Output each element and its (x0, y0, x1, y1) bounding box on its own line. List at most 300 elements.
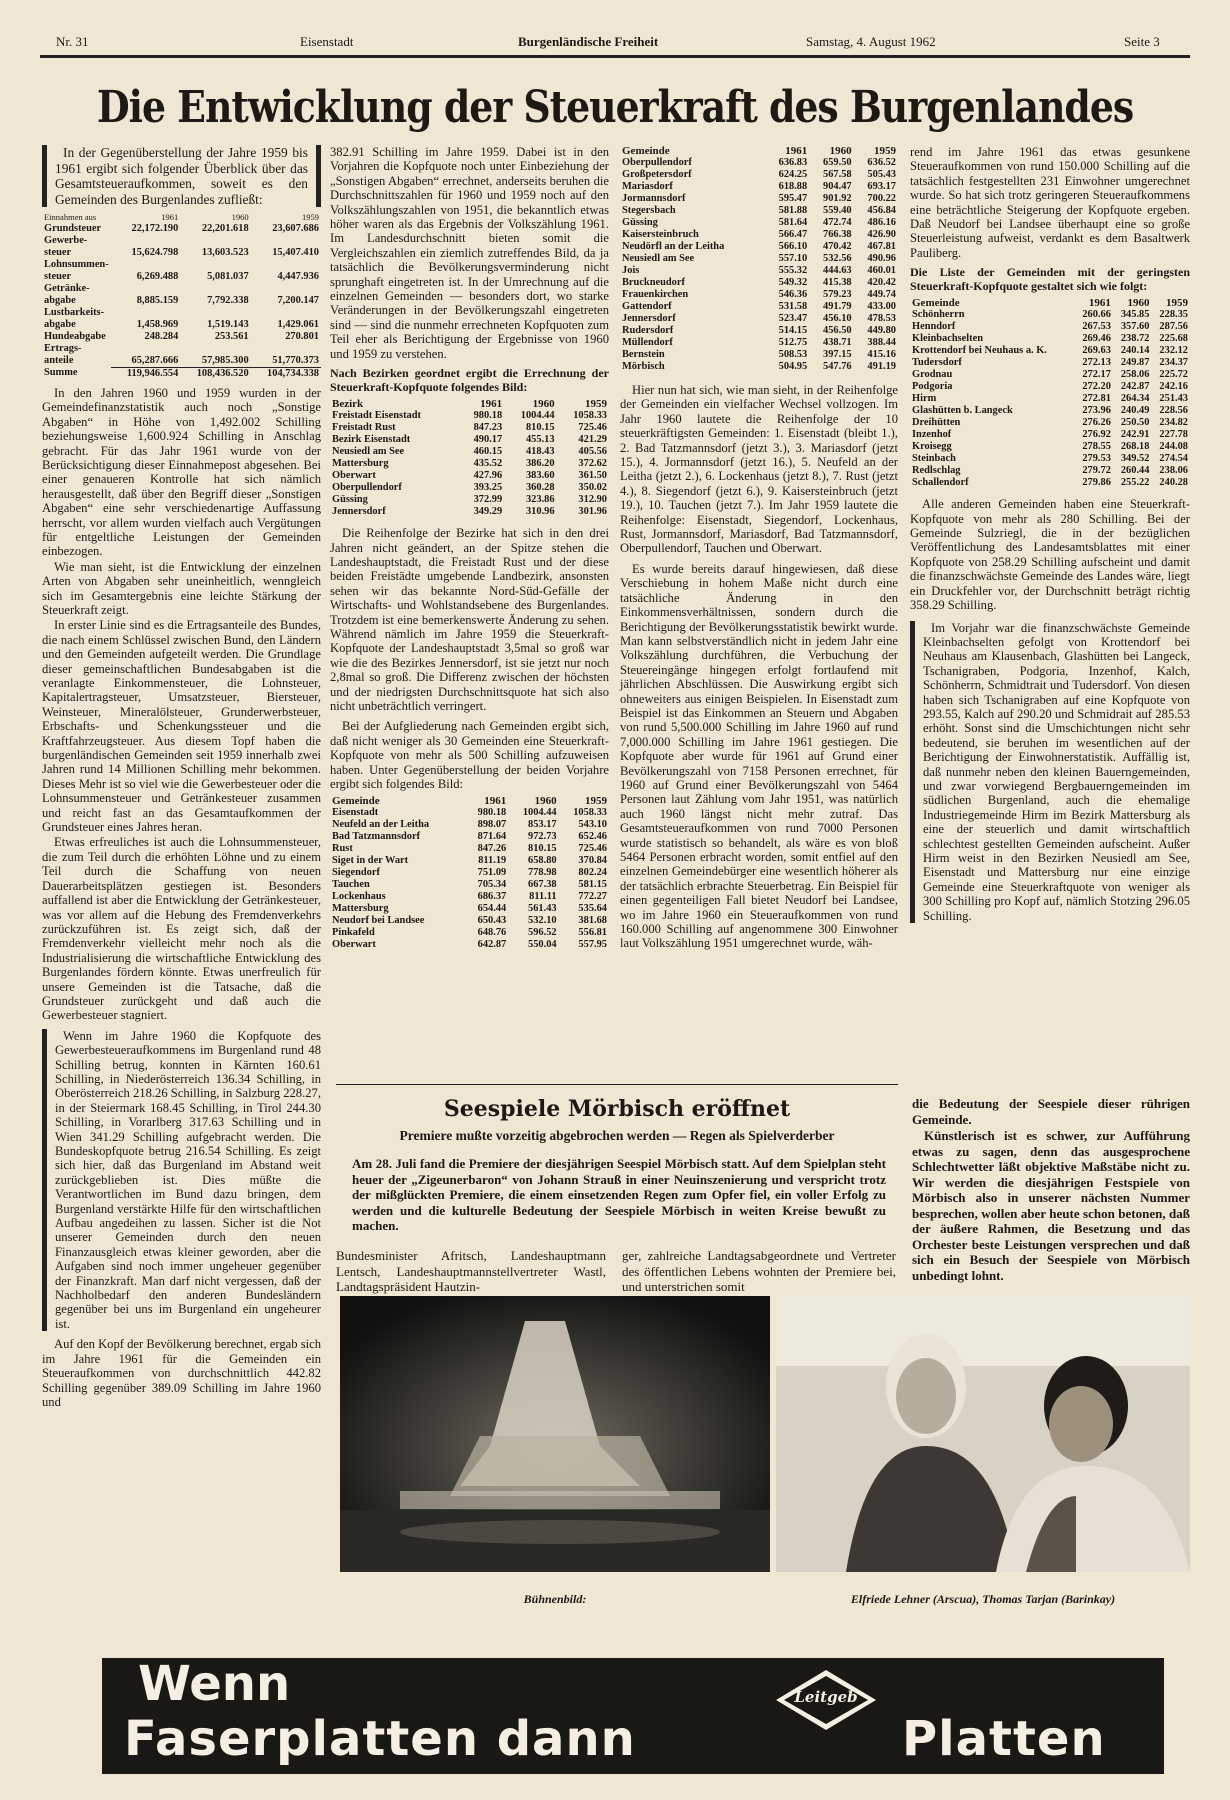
row-value: 555.32 (778, 265, 808, 276)
table-row (620, 349, 898, 361)
table-header: Einnahmen aus (44, 212, 97, 223)
row-value: 225.72 (1159, 369, 1188, 381)
issue-number: Nr. 31 (56, 34, 89, 49)
row-value: 312.90 (578, 494, 607, 506)
row-value: 323.86 (525, 494, 555, 506)
row-value: 853.17 (528, 819, 557, 831)
row-value: 1004.44 (522, 807, 557, 819)
row-value: 550.04 (528, 939, 557, 951)
row-value: 238.06 (1159, 465, 1188, 477)
table-row (620, 229, 898, 241)
table-row (910, 405, 1190, 417)
row-value: 278.55 (1082, 441, 1111, 453)
table-row (330, 843, 609, 855)
row-label: Bruckneudorf (622, 277, 685, 288)
row-value: 512.75 (778, 337, 808, 348)
row-value: 388.44 (867, 337, 896, 348)
article2-right (912, 1096, 1190, 1284)
row-label: Oberpullendorf (622, 157, 692, 168)
row-value: 242.91 (1120, 429, 1150, 441)
table-row (620, 205, 898, 217)
row-value: 274.54 (1159, 453, 1188, 465)
row-label: Kroisegg (912, 441, 952, 453)
row-value: 561.43 (528, 903, 557, 915)
row-label: Jois (622, 265, 640, 276)
row-value: 642.87 (477, 939, 507, 951)
row-value: 415.38 (823, 277, 852, 288)
row-label: Kaisersteinbruch (622, 229, 699, 240)
row-label: Mattersburg (332, 903, 389, 915)
row-value: 240.14 (1120, 345, 1150, 357)
revenue-table (42, 211, 321, 380)
row-value: 276.26 (1082, 417, 1111, 429)
issue-date: Samstag, 4. August 1962 (806, 34, 936, 49)
row-label: Grodnau (912, 369, 953, 381)
row-label: Dreihütten (912, 417, 961, 429)
row-label: Neusiedl am See (332, 446, 405, 458)
row-value: 980.18 (477, 807, 507, 819)
row-value: 456.10 (823, 313, 852, 324)
row-value: 456.50 (823, 325, 852, 336)
table-row (330, 434, 609, 446)
row-label: Siget in der Wart (332, 855, 409, 867)
row-value: 648.76 (477, 927, 507, 939)
table-row (330, 482, 609, 494)
table-caption: Nach Bezirken geordnet ergibt die Errechnung der Steuerkraft-Kopfquote folgendes Bild: (330, 366, 609, 394)
row-value: 228.56 (1159, 405, 1188, 417)
row-label: Stegersbach (622, 205, 676, 216)
row-value: 272.13 (1082, 357, 1111, 369)
row-value: 361.50 (578, 470, 607, 482)
row-value: 700.22 (867, 193, 896, 204)
intro-paragraph: In der Gegenüberstellung der Jahre 1959 bis 1961 ergibt sich folgender Überblick über das Gesamtsteueraufkommen, soweit es den Gemeinden des Burgenlandes zufließt: (42, 145, 321, 207)
table-header: Bezirk (332, 398, 364, 411)
table-row (910, 369, 1190, 381)
table-row (910, 477, 1190, 489)
paragraph: Im Vorjahr war die finanzschwächste Gemeinde Kleinbachselten gefolgt von Krottendorf bei Neuhaus am Klausenbach, Glashütten bei Langeck, Tschanigraben, Podgoria, Inzenhof, Kalch, Schönherrn, Schmidtrait und Tudersdorf. Von diesen haben sich Tschanigraben auf eine Kopfquote von 293.55, Kalch auf 290.20 und Schmidrait auf 285.53 erhöht. Sonst sind die Umschichtungen nicht sehr bedeutend, sie beruhen im wesentlichen auf der Berichtigung der Einwohnerstatistik. Auffällig ist, daß nunmehr neben den kleinen Bauerngemeinden, und zwar vorwiegend Bergbauerngemeinden im südlichen Burgenland, auch die ehemalige Industriegemeinde Hirm im Bezirk Mattersburg als eine der steuerlich und damit wirtschaftlich schlechtest gestellten Gemeinden aufscheint. Außer Hirm weist in den Bezirken Neusiedl am See, Eisenstadt und Mattersburg nur eine einzige Gemeinde eine Steuerkraftquote von weniger als 300 Schilling pro Kopf auf, nämlich Stotzing 296.05 Schilling. (910, 621, 1190, 924)
paragraph: Wenn im Jahre 1960 die Kopfquote des Gewerbesteueraufkommens im Burgenland rund 48 Schilling betrug, konnten in Kärnten 160.61 Schilling, in Niederösterreich 136.34 Schilling, in Oberösterreich 218.26 Schilling, in Salzburg 228.27, in der Steiermark 168.45 Schilling, in Tirol 244.30 Schilling, in Vorarlberg 317.63 Schilling und in Wien 341.29 Schilling aufgebracht werden. Die Bundeskopfquote betrug 216.54 Schilling. Es zeigt sich hier, daß das Burgenland im Abstand weit zurückgeblieben ist. Dies müßte die Verantwortlichen im Bund dazu bringen, dem Burgenland verstärkte Hilfe für den wirtschaftlichen Aufbau angedeihen zu lassen. Sicher ist die Not unserer Gemeinden durch den neuen Finanzausgleich etwas kleiner geworden, aber die Aufgaben sind noch immer ungeheuer gegenüber der Finanzkraft. Man darf nicht vergessen, daß der Nachholbedarf den anderen Bundesländern gegenüber bei uns im Burgenland ein ungeheurer ist. (42, 1029, 321, 1332)
table-row (330, 879, 609, 891)
row-value: 490.96 (867, 253, 896, 264)
row-value: 240.49 (1120, 405, 1150, 417)
paragraph: In erster Linie sind es die Ertragsanteile des Bundes, die nach einem Schlüssel zwischen Bund, den Ländern und den Gemeinden aufgeteilt werden. Die Grundlage dieser gemeinschaftlichen Bundesabgaben ist die veranlagte Einkommensteuer, die Lohnsteuer, Kapitalertragsteuer, Umsatzsteuer, Biersteuer, Weinsteuer, Mineralölsteuer, Grunderwerbsteuer, Erbschafts- und Schenkungssteuer und die Kraftfahrzeugsteuer. Aus diesem Topf haben die burgenländischen Gemeinden seit 1959 innerhalb zwei Jahren rund 14 Millionen Schilling mehr bekommen. Dieses Mehr ist so viel wie die Gewerbesteuer oder die Lohnsummensteuer und Getränkesteuer zusammen und reicht fast an das Gesamtaufkommen der Grundsteuer eines Jahres heran. (42, 618, 321, 835)
article2-title: Seespiele Mörbisch eröffnet (443, 1096, 791, 1122)
row-value: 486.16 (867, 217, 896, 228)
table-row (330, 855, 609, 867)
row-value: 901.92 (823, 193, 852, 204)
row-value: 272.81 (1082, 393, 1111, 405)
row-label: Kleinbachselten (912, 333, 984, 345)
table-row (620, 241, 898, 253)
actors-photo-image (776, 1296, 1190, 1572)
row-value: 449.74 (867, 289, 896, 300)
row-value: 559.40 (823, 205, 852, 216)
table-row (620, 289, 898, 301)
row-value: 523.47 (778, 313, 808, 324)
row-value: 778.98 (528, 867, 557, 879)
row-value: 871.64 (477, 831, 507, 843)
row-value: 557.95 (578, 939, 607, 951)
table-row (330, 506, 609, 518)
row-value: 460.15 (473, 446, 503, 458)
row-value: 255.22 (1120, 477, 1150, 489)
row-value: 435.52 (473, 458, 503, 470)
row-value: 508.53 (778, 349, 808, 360)
row-value: 242.87 (1120, 381, 1150, 393)
table-row: Gewerbe-steuer 15,624.798 13,603.523 15,407.410 (44, 235, 319, 259)
row-value: 535.64 (578, 903, 607, 915)
district-table: Bezirk 1961 1960 1959 Freistadt Eisenstadt 980.18 1004.44 1058.33 Freistadt Rust 847.23 810.15 725.46 Bezirk Eisenstadt 490.17 455.13 421.29 Neusiedl am See 460.15 418.43 405.56 Mattersburg 435.52 386.20 372.62 Oberwart 427.96 383.60 361.50 Oberpullendorf 393.25 360.28 350.02 Güssing 372.99 323.86 312.90 Jennersdorf 349.29 310.96 301.96 (332, 398, 607, 518)
row-label: Lockenhaus (332, 891, 386, 903)
row-value: 624.25 (778, 169, 808, 180)
row-value: 420.42 (867, 277, 896, 288)
row-label: Großpetersdorf (622, 169, 692, 180)
table-row (910, 417, 1190, 429)
column-3 (620, 145, 898, 952)
paragraph: Bei der Aufgliederung nach Gemeinden ergibt sich, daß nicht weniger als 30 Gemeinden eine Steuerkraft-Kopfquote von mehr als 500 Schilling aufzuweisen haben. Unter Gegenüberstellung der beiden Vorjahre ergibt sich folgendes Bild: (330, 719, 609, 791)
row-value: 556.81 (578, 927, 607, 939)
row-label: Bad Tatzmannsdorf (332, 831, 421, 843)
row-value: 566.47 (778, 229, 808, 240)
row-value: 772.27 (578, 891, 607, 903)
place: Eisenstadt (300, 34, 354, 49)
caption-stage: Bühnenbild: (523, 1592, 587, 1606)
article-divider (336, 1084, 898, 1085)
row-value: 249.87 (1120, 357, 1150, 369)
row-value: 980.18 (473, 410, 503, 422)
row-label: Podgoria (912, 381, 953, 393)
paragraph: Es wurde bereits darauf hingewiesen, daß diese Verschiebung in hohem Maße nicht durch eine tatsächliche Änderung in den Einkommensverhältnissen, sondern durch die Berichtigung der Bevölkerungsstatistik bewirkt wurde. Man kann selbstverständlich nicht in jedem Jahr eine Volkszählung durchführen, die Verbuchung der Steuereingänge hingegen erfolgt fortlaufend mit jährlichen Abschlüssen. Die Auswirkung ergibt sich ohneweiters aus einigen Beispielen. In Eisenstadt zum Beispiel ist das Einkommen an Steuern und Abgaben von rund 5,500.000 Schilling im Jahre 1960 auf rund 7,000.000 Schilling im Jahre 1961 gestiegen. Die Kopfquote aber wurde für 1961 auf Grund einer Bevölkerungszahl von 7158 Personen errechnet, für 1960 auf Grund einer Bevölkerungszahl von 5464 Personen laut Zählung vom Jahr 1951, was natürlich auch 1960 längst nicht mehr zutraf. Das Gesamtsteueraufkommen von rund 7000 Personen wurde statistisch so behandelt, als wäre es von bloß 5464 Personen erbracht worden, somit entfiel auf den einzelnen Gemeindebürger eine wesentlich höherer als der tatsächlich erbrachte Steuerbetrag. Ein Beispiel für einen gegenteiligen Fall bietet Neudorf bei Landsee, wo im Jahre 1960 ein Steueraufkommen von rund 160.000 Schilling auf angenommene 300 Einwohner laut Volkszählung 1951 umgerechnet wurde, wäh- (620, 561, 898, 951)
row-label: Frauenkirchen (622, 289, 689, 300)
row-value: 904.47 (823, 181, 852, 192)
row-value: 381.68 (578, 915, 607, 927)
paragraph: In den Jahren 1960 und 1959 wurden in der Gemeindefinanzstatistik auch noch „Sonstige Abgaben“ in Höhe von 1,492.002 Schilling beziehungsweise 1,600.924 Schilling in Anschlag gebracht. Für das Jahr 1961 wurde von der Berücksichtigung dieser Einnahmepost abgesehen. Bei einer genaueren Kontrolle hat sich nämlich herausgestellt, daß über den Begriff dieser „Sonstigen Abgaben“ eine sehr verschiedenartige Auffassung herrscht, vor allem wurden vielfach auch Vergütungen für entgeltliche Leistungen der Gemeinden einbezogen. (42, 385, 321, 559)
row-label: Siegendorf (332, 867, 380, 879)
row-label: Redlschlag (912, 465, 961, 477)
row-value: 478.53 (867, 313, 896, 324)
page-number: Seite 3 (1124, 34, 1160, 49)
row-label: Neudorf bei Landsee (332, 915, 425, 927)
table-row (330, 446, 609, 458)
row-value: 444.63 (823, 265, 852, 276)
table-row (330, 470, 609, 482)
table-row (620, 181, 898, 193)
row-value: 595.47 (778, 193, 808, 204)
row-value: 581.88 (778, 205, 808, 216)
row-label: Bernstein (622, 349, 665, 360)
table-row (330, 458, 609, 470)
table-header: Gemeinde (622, 145, 670, 157)
paragraph: 382.91 Schilling im Jahre 1959. Dabei ist in den Vorjahren die Kopfquote noch unter Einbeziehung der „Sonstigen Abgaben“ errechnet, anderseits beruhen die Durchschnittszahlen für 1960 und 1959 noch auf den Volkszählungszahlen von 1951, die bekanntlich etwas höher waren als das Ergebnis der Volkszählung 1961. Im Landesdurchschnitt bieten somit die Vergleichszahlen ein ziemlich zutreffendes Bild, da ja tatsächlich die Bevölkerungsverminderung nicht sprunghaft eingetreten ist. In der Umrechnung auf die einzelnen Gemeinden — besonders dort, wo starke Veränderungen in der Bevölkerungszahl eingetreten sind — sind die nunmehr errechneten Kopfquoten zum Teil eher als Berichtigung der Ergebnisse von 1960 und 1959 zu verstehen. (330, 145, 609, 361)
ad-line-3: Platten (902, 1711, 1106, 1767)
row-value: 287.56 (1159, 321, 1188, 333)
row-value: 345.85 (1120, 309, 1150, 321)
paragraph: Wie man sieht, ist die Entwicklung der einzelnen Arten von Abgaben sehr uneinheitlich, wenngleich sich im Gesamtergebnis eine leichte Stärkung der Steuerkraft zeigt. (42, 559, 321, 617)
row-value: 549.32 (778, 277, 808, 288)
row-value: 279.86 (1082, 477, 1111, 489)
table-row (620, 325, 898, 337)
row-value: 636.52 (867, 157, 896, 168)
row-value: 581.15 (578, 879, 607, 891)
row-value: 310.96 (525, 506, 555, 518)
row-value: 386.20 (525, 458, 555, 470)
advertisement (102, 1658, 1164, 1774)
row-value: 279.72 (1082, 465, 1111, 477)
table-row (620, 361, 898, 373)
row-value: 531.58 (778, 301, 808, 312)
row-value: 268.18 (1120, 441, 1150, 453)
row-value: 467.81 (867, 241, 896, 252)
table-row (330, 867, 609, 879)
row-value: 418.43 (525, 446, 555, 458)
row-value: 652.46 (578, 831, 607, 843)
table-row (620, 253, 898, 265)
table-row (330, 410, 609, 422)
row-label: Glashütten b. Langeck (912, 405, 1013, 417)
row-label: Inzenhof (912, 429, 952, 441)
stage-photo (340, 1296, 770, 1572)
ad-brand: Leitgeb (794, 1688, 858, 1706)
row-value: 397.15 (823, 349, 852, 360)
paragraph: Künstlerisch ist es schwer, zur Aufführung etwas zu sagen, denn das ausgesprochene Schlechtwetter läßt objektive Maßstäbe nicht zu. Wir werden die diesjährigen Festspiele von Mörbisch also in unserer nächsten Nummer besprechen, wollen aber heute schon betonen, daß der äußere Rahmen, die Besetzung und das Orchester beste Leistungen versprechen und daß sich ein Besuch der Seespiele von Mörbisch unbedingt lohnt. (912, 1128, 1190, 1283)
column-2 (330, 145, 609, 951)
row-label: Oberwart (332, 939, 376, 951)
row-label: Krottendorf bei Neuhaus a. K. (912, 345, 1047, 357)
table-row (330, 422, 609, 434)
paragraph: die Bedeutung der Seespiele dieser rührigen Gemeinde. (912, 1096, 1190, 1127)
row-label: Henndorf (912, 321, 956, 333)
row-value: 898.07 (477, 819, 507, 831)
row-value: 272.20 (1082, 381, 1111, 393)
row-value: 279.53 (1082, 453, 1111, 465)
table-row (330, 939, 609, 951)
table-row (910, 381, 1190, 393)
row-value: 470.42 (823, 241, 852, 252)
table-header: 1961 (161, 212, 179, 223)
row-value: 405.56 (578, 446, 607, 458)
row-value: 269.63 (1082, 345, 1111, 357)
row-value: 546.36 (778, 289, 808, 300)
row-value: 491.79 (823, 301, 852, 312)
row-value: 433.00 (867, 301, 896, 312)
row-value: 228.35 (1159, 309, 1188, 321)
table-row (620, 157, 898, 169)
row-value: 579.23 (823, 289, 852, 300)
table-row (330, 903, 609, 915)
row-value: 751.09 (477, 867, 507, 879)
headline: Die Entwicklung der Steuerkraft des Burgenlandes (96, 82, 1134, 133)
table-row (620, 313, 898, 325)
row-value: 251.43 (1159, 393, 1188, 405)
table-row: Grundsteuer 22,172.190 22,201.618 23,607.686 (44, 223, 319, 235)
row-value: 383.60 (525, 470, 555, 482)
table-row (620, 337, 898, 349)
row-value: 260.44 (1120, 465, 1150, 477)
row-value: 449.80 (867, 325, 896, 336)
article2-subtitle: Premiere mußte vorzeitig abgebrochen werden — Regen als Spielverderber (399, 1128, 835, 1143)
column-1 (42, 145, 321, 1410)
row-value: 260.66 (1082, 309, 1111, 321)
row-value: 370.84 (578, 855, 607, 867)
row-value: 455.13 (525, 434, 555, 446)
municipality-table-cont: Gemeinde 1961 1960 1959 Oberpullendorf 636.83 659.50 636.52 Großpetersdorf 624.25 567.58 505.43 Mariasdorf 618.88 904.47 693.17 Jormannsdorf 595.47 901.92 700.22 Stegersbach 581.88 559.40 456.84 Güssing 581.64 472.74 486.16 Kaisersteinbruch 566.47 766.38 426.90 Neudörfl an der Leitha 566.10 470.42 467.81 Neusiedl am See 557.10 532.56 490.96 Jois 555.32 444.63 460.01 Bruckneudorf 549.32 415.38 420.42 Frauenkirchen 546.36 579.23 449.74 Gattendorf 531.58 491.79 433.00 Jennersdorf 523.47 456.10 478.53 Rudersdorf 514.15 456.50 449.80 Müllendorf 512.75 438.71 388.44 Bernstein 508.53 397.15 415.16 Mörbisch 504.95 547.76 491.19 (622, 145, 896, 372)
paragraph: Die Reihenfolge der Bezirke hat sich in den drei Jahren nicht geändert, an der Spitze stehen die Landeshauptstadt, die Freistadt Rust und der diese beiden Freistädte umgebende Landbezirk, ansonsten sehen wir das bekannte Nord-Süd-Gefälle der Wirtschafts- und Wohlstandsebene des Burgenlandes. Trotzdem ist eine bemerkenswerte Änderung zu sehen. Während nämlich im Jahre 1959 die Steuerkraft-Kopfquote der Landeshauptstadt 3,5mal so groß war wie die des Bezirkes Jennersdorf, ist sie jetzt nur noch 2,8mal so groß. Die Differenz zwischen der höchsten und der niedrigsten Durchschnittsquote hat sich also nicht unbeträchtlich verringert. (330, 526, 609, 713)
table-row (330, 915, 609, 927)
ad-brand-logo (774, 1668, 878, 1732)
row-label: Neudörfl an der Leitha (622, 241, 725, 252)
row-value: 393.25 (473, 482, 503, 494)
row-value: 618.88 (778, 181, 808, 192)
row-value: 847.26 (477, 843, 507, 855)
row-value: 427.96 (473, 470, 503, 482)
row-label: Müllendorf (622, 337, 673, 348)
row-value: 460.01 (867, 265, 896, 276)
table-header: 1959 (302, 212, 319, 223)
table-row: Getränke-abgabe 8,885.159 7,792.338 7,200.147 (44, 283, 319, 307)
row-value: 250.50 (1120, 417, 1150, 429)
row-value: 1004.44 (520, 410, 555, 422)
row-value: 581.64 (778, 217, 808, 228)
table-row (910, 429, 1190, 441)
row-value: 267.53 (1082, 321, 1111, 333)
row-value: 658.80 (528, 855, 557, 867)
table-header: 1960 (231, 212, 249, 223)
ad-line-1: Wenn (138, 1656, 291, 1712)
row-label: Oberwart (332, 470, 376, 482)
ad-line-2: Faserplatten dann (124, 1711, 636, 1767)
paragraph: Hier nun hat sich, wie man sieht, in der Reihenfolge der Gemeinden ein vielfacher Wechsel vollzogen. Im Jahr 1960 lautete die Reihenfolge der 10 steuerkräftigsten Gemeinden: 1. Eisenstadt (bleibt 1.), 2. Bad Tatzmannsdorf (jetzt 3.), 3. Mariasdorf (jetzt 15.), 4. Jormannsdorf (jetzt 16.), 5. Neufeld an der Leitha (jetzt 2.), 6. Lockenhaus (jetzt 8.), 7. Rust (jetzt 4.), 8. Siegendorf (jetzt 6.), 9. Kaisersteinbruch (jetzt 19.), 10. Tauchen (jetzt 7.). Im Jahr 1959 lautete die Reihenfolge: Eisenstadt, Siegendorf, Lockenhaus, Rust, Jormannsdorf, Mariasdorf, Bad Tatzmannsdorf, Oberpullendorf, Tauchen und Oberwart. (620, 383, 898, 556)
paragraph: Alle anderen Gemeinden haben eine Steuerkraft-Kopfquote von mehr als 280 Schilling. Bei der Gemeinde Sulzriegl, die in der bezüglichen Veröffentlichung des Landesamtsblattes mit einer Kopfquote von 258.29 Schilling aufscheint und damit die finanzschwächste Gemeinde des Landes wäre, liegt ein Druckfehler vor, der Durchschnitt beträgt richtig 358.29 Schilling. (910, 497, 1190, 613)
row-value: 225.68 (1159, 333, 1188, 345)
table-row (910, 393, 1190, 405)
row-label: Schallendorf (912, 477, 969, 489)
table-row (330, 494, 609, 506)
row-value: 227.78 (1159, 429, 1188, 441)
paragraph: Etwas erfreuliches ist auch die Lohnsummensteuer, die zum Teil durch die erhöhten Löhne und zu einem Teil durch die Schaffung von neuen Dauerarbeitsplätzen gestiegen ist. Besonders auffallend ist aber die Entwicklung der Getränkesteuer, was vor allem auf die Hebung des Fremdenverkehrs zurückzuführen ist. Es zeigt sich, daß der Fremdenverkehr vielleicht mehr noch als die Industrialisierung die wirtschaftliche Entwicklung des Burgenlandes fördern könnte. Etwas unerfreulich für unsere Gemeinden ist die Tatsache, daß die Grundsteuer zurückgeht und daß auch die Gewerbesteuer stagniert. (42, 835, 321, 1023)
table-row (910, 333, 1190, 345)
table-row: Lustbarkeits-abgabe 1,458.969 1,519.143 1,429.061 (44, 307, 319, 331)
row-value: 1058.33 (573, 807, 607, 819)
row-value: 372.62 (578, 458, 607, 470)
table-row (910, 453, 1190, 465)
row-label: Tauchen (332, 879, 370, 891)
table-row (620, 169, 898, 181)
row-value: 811.19 (478, 855, 507, 867)
row-value: 264.34 (1120, 393, 1150, 405)
row-value: 258.06 (1120, 369, 1150, 381)
row-label: Mariasdorf (622, 181, 673, 192)
row-value: 514.15 (778, 325, 808, 336)
table-row (620, 265, 898, 277)
row-value: 596.52 (528, 927, 557, 939)
row-label: Jennersdorf (332, 506, 386, 518)
table-row (910, 441, 1190, 453)
row-value: 242.16 (1159, 381, 1188, 393)
row-value: 810.15 (525, 422, 555, 434)
row-value: 667.38 (528, 879, 557, 891)
header-rule (40, 55, 1190, 58)
row-value: 650.43 (477, 915, 507, 927)
row-value: 725.46 (578, 843, 607, 855)
row-label: Rust (332, 843, 353, 855)
table-row (620, 301, 898, 313)
row-value: 438.71 (823, 337, 852, 348)
table-row (910, 345, 1190, 357)
row-value: 490.17 (473, 434, 503, 446)
stage-photo-image (340, 1296, 770, 1572)
row-value: 232.12 (1159, 345, 1188, 357)
row-label: Hirm (912, 393, 937, 405)
paragraph: rend im Jahre 1961 das etwas gesunkene Steueraufkommen von rund 150.000 Schilling auf die tatsächlich festgestellten 231 Einwohner umgerechnet wurde. So hat sich trotz geringeren Steueraufkommens eine beträchtliche Steigerung der Kopfquote ergeben. Daß Neudorf bei Landsee überhaupt eine so große Steuerleistung aufweist, verdankt es dem Basaltwerk Pauliberg. (910, 145, 1190, 260)
row-label: Neusiedl am See (622, 253, 695, 264)
row-value: 802.24 (578, 867, 607, 879)
row-label: Schönherrn (912, 309, 965, 321)
table-sum-row: Summe 119,946.554 108,436.520 104,734.338 (44, 367, 319, 379)
row-label: Güssing (622, 217, 658, 228)
row-value: 505.43 (867, 169, 896, 180)
table-header: Gemeinde (332, 795, 380, 808)
table-row (620, 277, 898, 289)
row-value: 705.34 (477, 879, 507, 891)
row-value: 547.76 (823, 361, 852, 372)
row-value: 240.28 (1159, 477, 1188, 489)
row-value: 234.82 (1159, 417, 1188, 429)
row-value: 532.56 (823, 253, 852, 264)
article2-lead: Am 28. Juli fand die Premiere der diesjährigen Seespiel Mörbisch statt. Auf dem Spielplan steht heuer der „Zigeunerbaron“ von Johann Strauß in einer Neuinszenierung und verspricht trotz der mißglückten Premiere, die einem einsetzenden Regen zum Opfer fiel, ein voller Erfolg zu werden und die kulturelle Bedeutung der Seespiele Mörbisch in weiten Kreise bewußt zu machen. (352, 1156, 886, 1233)
article2-col1: Bundesminister Afritsch, Landeshauptmann Lentsch, Landeshauptmannstellvertreter Wastl, Landtagspräsident Hautzin- (336, 1248, 606, 1294)
row-label: Eisenstadt (332, 807, 379, 819)
table-row (330, 831, 609, 843)
table-row (330, 927, 609, 939)
row-value: 567.58 (823, 169, 852, 180)
table-caption: Die Liste der Gemeinden mit der geringsten Steuerkraft-Kopfquote gestaltet sich wie folgt: (910, 265, 1190, 293)
row-value: 847.23 (473, 422, 503, 434)
row-value: 659.50 (823, 157, 852, 168)
row-value: 472.74 (823, 217, 852, 228)
table-row (330, 807, 609, 819)
caption-actors: Elfriede Lehner (Arscua), Thomas Tarjan (Barinkay) (850, 1592, 1116, 1606)
table-row: Lohnsummen-steuer 6,269.488 5,081.037 4,447.936 (44, 259, 319, 283)
actors-photo (776, 1296, 1190, 1572)
paper-name: Burgenländische Freiheit (518, 34, 659, 49)
row-label: Steinbach (912, 453, 956, 465)
row-value: 421.29 (578, 434, 607, 446)
row-value: 543.10 (578, 819, 607, 831)
row-label: Jennersdorf (622, 313, 676, 324)
row-label: Rudersdorf (622, 325, 674, 336)
row-value: 456.84 (867, 205, 896, 216)
row-value: 725.46 (578, 422, 607, 434)
weakest-municipalities-table: Gemeinde 1961 1960 1959 Schönherrn 260.66 345.85 228.35 Henndorf 267.53 357.60 287.56 Kleinbachselten 269.46 238.72 225.68 Krottendorf bei Neuhaus a. K. 269.63 240.14 232.12 Tudersdorf 272.13 249.87 234.37 Grodnau 272.17 258.06 225.72 Podgoria 272.20 242.87 242.16 Hirm 272.81 264.34 251.43 Glashütten b. Langeck 273.96 240.49 228.56 Dreihütten 276.26 250.50 234.82 Inzenhof 276.92 242.91 227.78 Kroisegg 278.55 268.18 244.08 Steinbach 279.53 349.52 274.54 Redlschlag 279.72 260.44 238.06 Schallendorf 279.86 255.22 240.28 (912, 297, 1188, 489)
row-value: 350.02 (578, 482, 607, 494)
row-value: 491.19 (867, 361, 896, 372)
row-label: Bezirk Eisenstadt (332, 434, 411, 446)
row-label: Pinkafeld (332, 927, 375, 939)
row-label: Mörbisch (622, 361, 665, 372)
row-value: 357.60 (1120, 321, 1150, 333)
table-row (910, 309, 1190, 321)
table-row (910, 321, 1190, 333)
table-header: Gemeinde (912, 297, 960, 310)
row-value: 504.95 (778, 361, 808, 372)
paragraph: Auf den Kopf der Bevölkerung berechnet, ergab sich im Jahre 1961 für die Gemeinden ein Steueraufkommen von durchschnittlich 442.82 Schilling gegenüber 389.09 Schilling im Jahre 1960 und (42, 1337, 321, 1409)
row-value: 276.92 (1082, 429, 1111, 441)
row-value: 272.17 (1082, 369, 1111, 381)
table-row (910, 357, 1190, 369)
row-value: 654.44 (477, 903, 507, 915)
row-value: 426.90 (867, 229, 896, 240)
table-row (330, 891, 609, 903)
